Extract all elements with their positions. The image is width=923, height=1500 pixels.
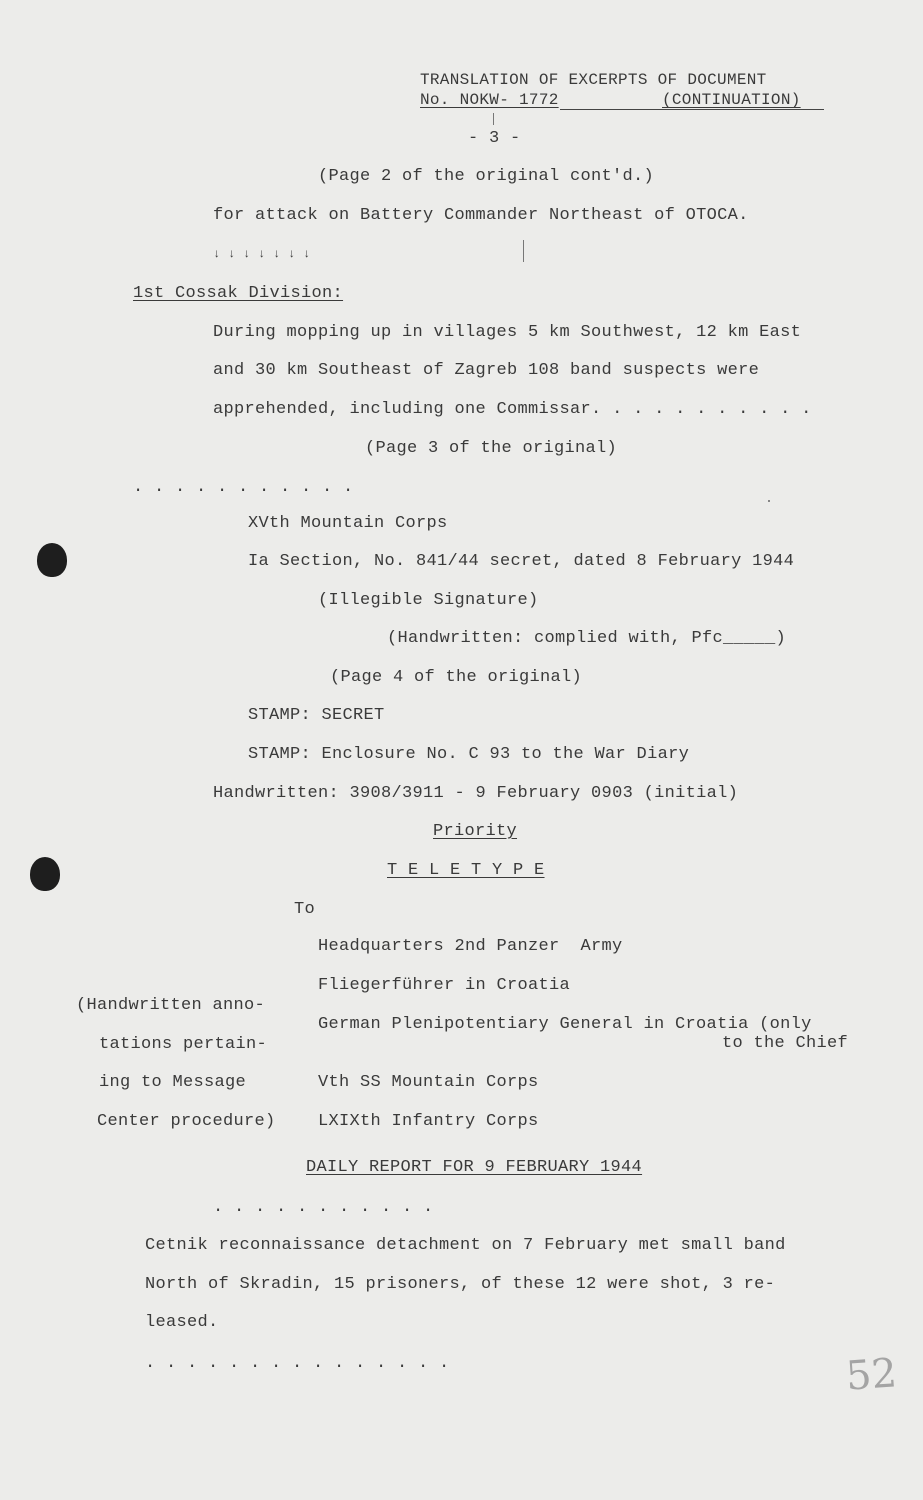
attack-line: for attack on Battery Commander Northeast of OTOCA.: [213, 206, 749, 225]
stray-dot: [768, 500, 770, 502]
daily-report-title: DAILY REPORT FOR 9 FEBRUARY 1944: [306, 1158, 643, 1177]
punch-hole-top: [37, 543, 67, 577]
recipient-5: LXIXth Infantry Corps: [318, 1112, 539, 1131]
header-document-number: No. NOKW- 1772: [420, 91, 559, 109]
teletype-heading: T E L E T Y P E: [387, 861, 545, 880]
final-line1: Cetnik reconnaissance detachment on 7 February met small band: [145, 1236, 786, 1255]
page-4-marker: (Page 4 of the original): [330, 668, 583, 687]
final-line3: leased.: [145, 1313, 219, 1332]
handwritten-complied: (Handwritten: complied with, Pfc_____): [387, 629, 787, 648]
recipient-1: Headquarters 2nd Panzer Army: [318, 937, 623, 956]
dots-row-3: . . . . . . . . . . . . . . .: [145, 1354, 450, 1373]
header-underline-gap: [560, 109, 824, 110]
header-continuation: (CONTINUATION): [662, 91, 801, 109]
division-heading: 1st Cossak Division:: [133, 284, 344, 303]
para1-line2: and 30 km Southeast of Zagreb 108 band suspects were: [213, 361, 760, 380]
handwritten-page-number: 52: [844, 1350, 899, 1400]
punch-hole-bottom: [30, 857, 60, 891]
page-3-marker: (Page 3 of the original): [365, 439, 618, 458]
priority-label: Priority: [433, 822, 518, 841]
page-2-contd: (Page 2 of the original cont'd.): [318, 167, 655, 186]
para1-line3: apprehended, including one Commissar. . . . . . . . . . .: [213, 400, 812, 419]
recipient-2: Fliegerführer in Croatia: [318, 976, 571, 995]
illegible-signature: (Illegible Signature): [318, 591, 539, 610]
tick-mark: [493, 113, 494, 125]
page-marker: - 3 -: [468, 129, 521, 148]
stamp-enclosure: STAMP: Enclosure No. C 93 to the War Diary: [248, 745, 690, 764]
side-note-line3: ing to Message: [99, 1073, 247, 1092]
recipient-4: Vth SS Mountain Corps: [318, 1073, 539, 1092]
section-line: Ia Section, No. 841/44 secret, dated 8 February 1944: [248, 552, 795, 571]
to-label: To: [294, 900, 316, 919]
handwritten-reference: Handwritten: 3908/3911 - 9 February 0903 (initial): [213, 784, 739, 803]
stamp-secret: STAMP: SECRET: [248, 706, 385, 725]
dots-row-1: . . . . . . . . . . .: [133, 478, 354, 497]
side-note-line1: (Handwritten anno-: [76, 996, 266, 1015]
recipient-3: German Plenipotentiary General in Croatia (only: [318, 1015, 812, 1034]
dots-row-2: . . . . . . . . . . .: [213, 1198, 434, 1217]
para1-line1: During mopping up in villages 5 km Southwest, 12 km East: [213, 323, 802, 342]
arrow-row: ↓ ↓ ↓ ↓ ↓ ↓ ↓: [213, 247, 311, 261]
header-title-line1: TRANSLATION OF EXCERPTS OF DOCUMENT: [420, 71, 767, 89]
recipient-3-suffix: to the Chief: [722, 1034, 849, 1053]
side-note-line4: Center procedure): [97, 1112, 276, 1131]
tick-mark: [523, 240, 524, 262]
final-line2: North of Skradin, 15 prisoners, of these 12 were shot, 3 re-: [145, 1275, 776, 1294]
side-note-line2: tations pertain-: [99, 1035, 268, 1054]
corps-name: XVth Mountain Corps: [248, 514, 448, 533]
